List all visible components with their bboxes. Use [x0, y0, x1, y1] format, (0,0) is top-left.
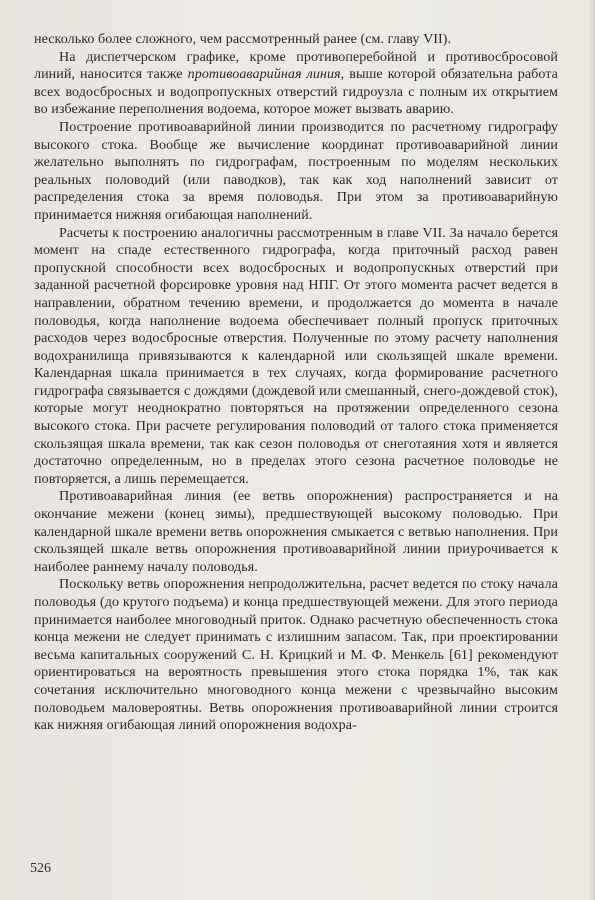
binding-shadow	[589, 0, 595, 900]
page-number: 526	[30, 861, 51, 876]
paragraph	[34, 31, 558, 49]
text-run: Поскольку ветвь опорожнения непродолжительна, расчет ведется по стоку начала половодья (до крутого подъема) и конца предшествующей межени. Для этого периода принимается наиболее многоводный приток. Однако расчетную обеспеченность стока конца межени не следует принимать с излишним запасом. Так, при проектировании весьма капитальных сооружений С. Н. Крицкий и М. Ф. Менкель [61] рекомендуют ориентироваться на вероятность превышения этого стока порядка 1%, так как сочетания исключительно многоводного конца межени с чрезвычайно высоким половодьем маловероятны. Ветвь опорожнения противоаварийной линии строится как нижняя огибающая линий опорожнения водохра-	[34, 576, 558, 734]
paragraph	[34, 119, 558, 225]
text-run: несколько более сложного, чем рассмотренный ранее (см. главу VII).	[34, 31, 452, 47]
paragraph	[34, 49, 558, 119]
text-run: , выше которой обязательна работа всех водосбросных и водопропускных отверстий гидроузла с полным их открытием во избежание переполнения водоема, которое может вызвать аварию.	[34, 66, 558, 118]
text-run: Расчеты к построению аналогичны рассмотренным в главе VII. За начало берется момент на спаде естественного гидрографа, когда приточный расход равен пропускной способности всех водосбросных и водопропускных отверстий при заданной расчетной форсировке уровня над НПГ. От этого момента расчет ведется в направлении, обратном течению времени, и продолжается до момента в начале половодья, когда наполнение водоема обеспечивает полный пропуск приточных расходов через водосбросные отверстия. Полученные по этому расчету наполнения водохранилища привязываются к календарной или скользящей шкале времени. Календарная шкала принимается в тех случаях, когда формирование расчетного гидрографа связывается с дождями (дождевой или смешанный, снего-дождевой сток), которые могут неоднократно повторяться на протяжении определенного сезона высокого стока. При расчете регулирования половодий от талого стока применяется скользящая шкала времени, так как сезон половодья от снеготаяния хотя и является достаточно определенным, но в пределах этого сезона расчетное половодье не повторяется, а лишь перемещается.	[34, 224, 558, 487]
text-run: Построение противоаварийной линии производится по расчетному гидрографу высокого стока. Вообще же вычисление координат противоаварийной линии желательно выполнять по гидрографам, построенным по моделям нескольких реальных половодий (или паводков), так как ход наполнений зависит от распределения стока за время половодья. При этом за противоаварийную принимается нижняя огибающая наполнений.	[34, 118, 558, 223]
paragraph	[34, 225, 558, 489]
body-text	[34, 31, 558, 735]
italic-term: противоаварийная линия	[187, 66, 341, 83]
paragraph	[34, 576, 558, 734]
paragraph	[34, 488, 558, 576]
text-run: На диспетчерском графике, кроме противоперебойной и противосбросовой линий, наносится также	[34, 48, 558, 83]
text-run: Противоаварийная линия (ее ветвь опорожнения) распространяется и на окончание межени (конец зимы), предшествующей высокому половодью. При календарной шкале времени ветвь опорожнения смыкается с ветвью наполнения. При скользящей шкале ветвь опорожнения противоаварийной линии приурочивается к наиболее раннему началу половодья.	[34, 488, 558, 575]
